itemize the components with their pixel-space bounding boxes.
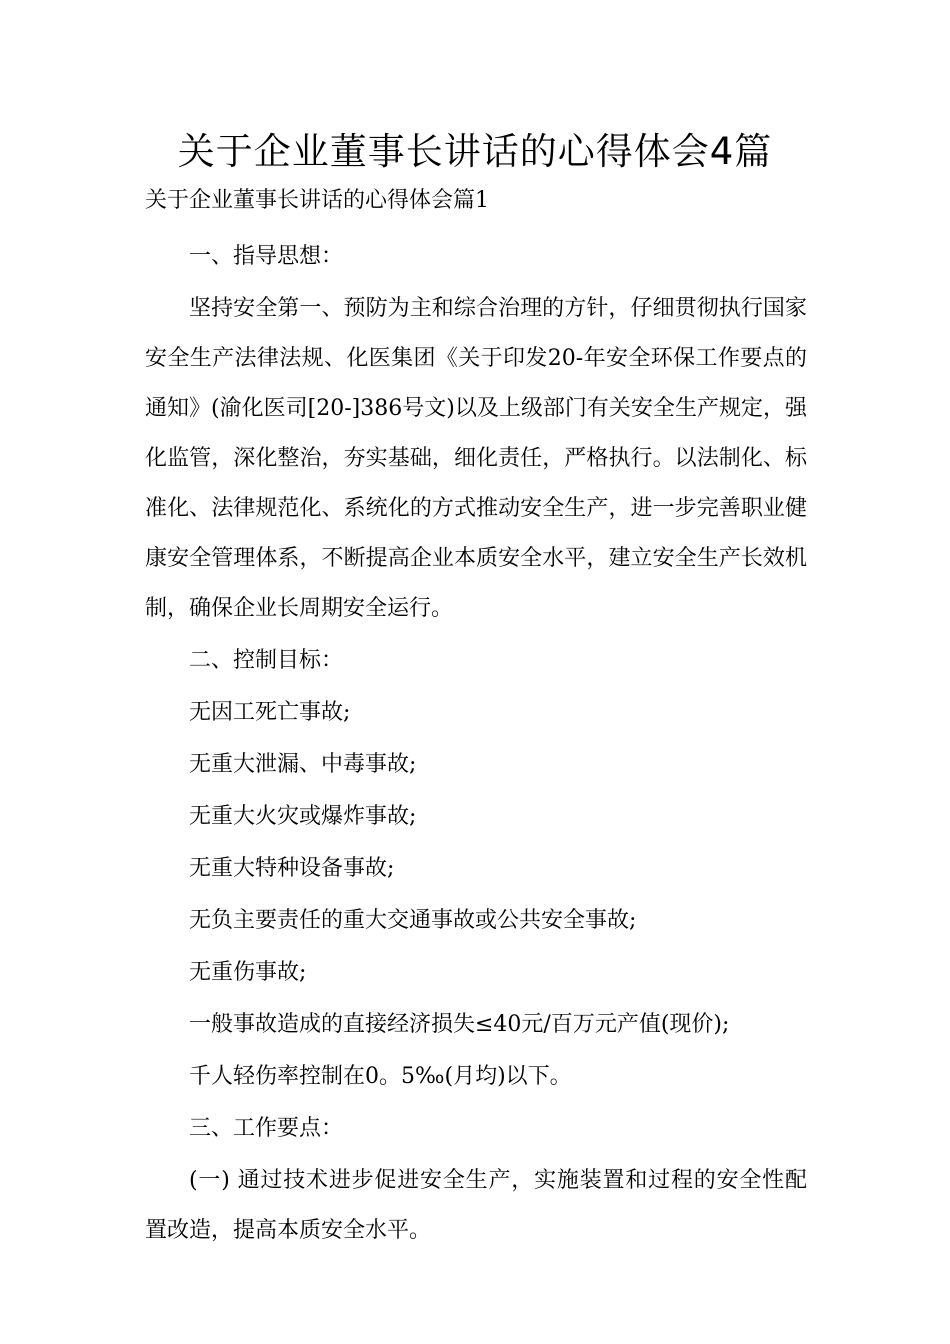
heading-control-targets: 二、控制目标：	[189, 648, 344, 673]
work-point-item: (一) 通过技术进步促进安全生产，实施装置和过程的安全性配置改造，提高本质安全水平。	[145, 1168, 807, 1243]
section-heading: 关于企业董事长讲话的心得体会篇1	[145, 188, 489, 213]
target-item: 千人轻伤率控制在0。5‰(月均)以下。	[189, 1064, 572, 1089]
target-item: 一般事故造成的直接经济损失≤40元/百万元产值(现价);	[189, 1012, 730, 1037]
document-body	[145, 232, 807, 1258]
target-item: 无重大泄漏、中毒事故;	[189, 752, 417, 777]
target-item: 无重大特种设备事故;	[189, 856, 395, 881]
document-title: 关于企业董事长讲话的心得体会4篇	[177, 130, 773, 173]
target-item: 无因工死亡事故;	[189, 700, 351, 725]
target-item: 无重伤事故;	[189, 960, 307, 985]
heading-work-points: 三、工作要点：	[189, 1116, 344, 1141]
heading-guiding-ideology: 一、指导思想：	[189, 244, 344, 269]
paragraph-guiding-ideology: 坚持安全第一、预防为主和综合治理的方针，仔细贯彻执行国家安全生产法律法规、化医集团《关于印发20-年安全环保工作要点的通知》(渝化医司[20-]386号文)以及上级部门有关安全生产规定，强化监管，深化整治，夯实基础，细化责任，严格执行。以法制化、标准化、法律规范化、系统化的方式推动安全生产，进一步完善职业健康安全管理体系，不断提高企业本质安全水平，建立安全生产长效机制，确保企业长周期安全运行。	[145, 296, 807, 621]
target-item: 无重大火灾或爆炸事故;	[189, 804, 417, 829]
target-item: 无负主要责任的重大交通事故或公共安全事故;	[189, 908, 637, 933]
